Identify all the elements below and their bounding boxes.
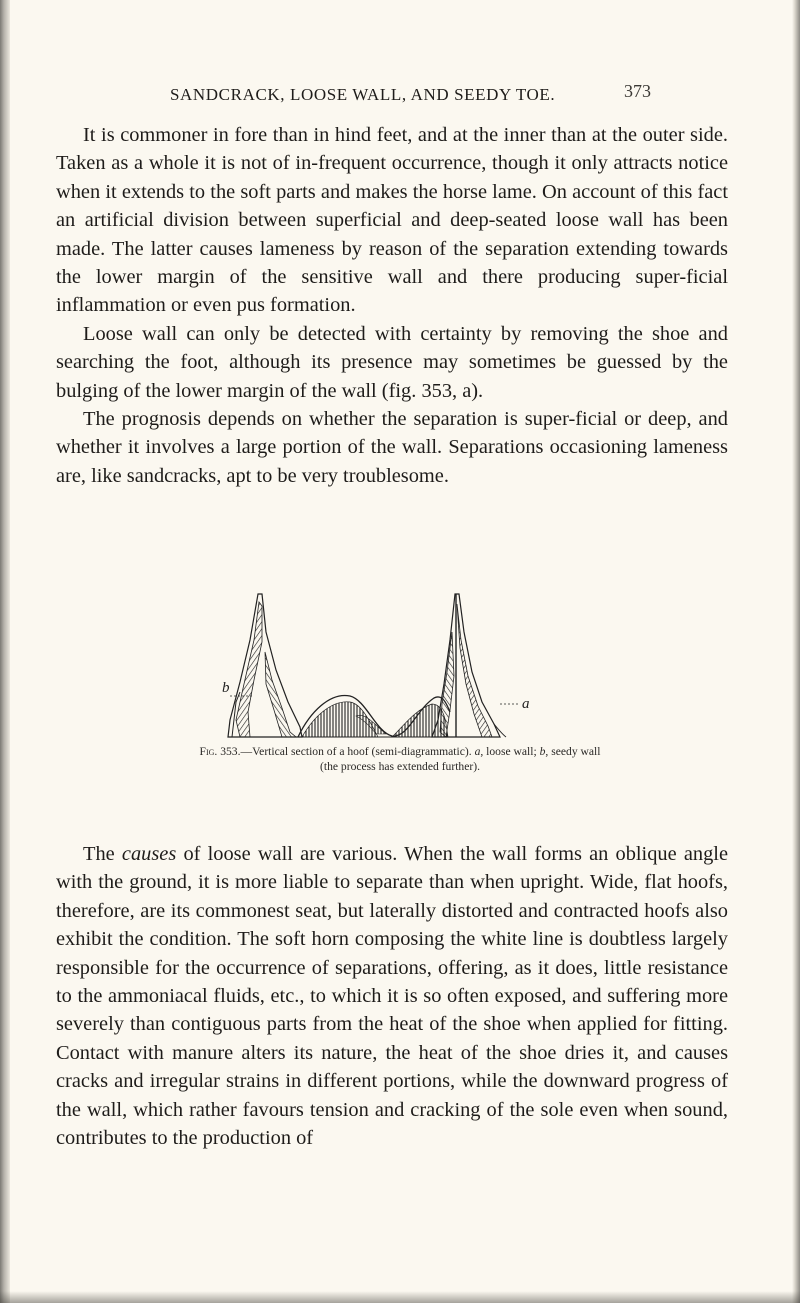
running-head: SANDCRACK, LOOSE WALL, AND SEEDY TOE. [170, 85, 556, 104]
paragraph: Loose wall can only be detected with certainty by removing the shoe and searching the foot, although its presence may sometimes be guessed by the bulging of the lower margin of the wall (fig. 353, a). [56, 322, 728, 402]
page-edge-shadow [0, 0, 10, 1303]
para-lead: The [83, 843, 122, 865]
para-rest: of loose wall are various. When the wall forms an oblique angle with the ground, it is more liable to separate than when upright. Wide, flat hoofs, therefore, are its commonest seat, but laterally distorted and contracted hoofs also exhibit the condition. The soft horn composing the white line is doubtless largely responsible for the occurrence of separations, offering, as it does, little resistance to the ammoniacal fluids, etc., to which it is so often exposed, and suffering more severely than contiguous parts from the heat of the shoe when applied for fitting. Contact with manure alters its nature, the heat of the shoe dries it, and causes cracks and irregular strains in different portions, while the downward progress of the wall, which rather favours tension and cracking of the sole even when sound, contributes to the production of [56, 843, 728, 1150]
caption-fig-label: Fig. 353. [199, 745, 241, 758]
page-edge-shadow-right [792, 0, 800, 1303]
page-number: 373 [624, 81, 651, 101]
caption-text: —Vertical section of a hoof (semi-diagrammatic). [240, 745, 472, 758]
left-wall-section [228, 594, 302, 737]
caption-b-text: , seedy wall [545, 745, 601, 758]
caption-a-key: a [474, 745, 481, 758]
caption-line-1 [160, 744, 640, 759]
caption-line-2: (the process has extended further). [320, 760, 480, 773]
caption-b-key: b [539, 745, 546, 758]
paragraph: The prognosis depends on whether the separation is super-ficial or deep, and whether it involves a large portion of the wall. Separations occasioning lameness are, like sandcracks, apt to be very troublesome. [56, 408, 728, 487]
paragraph [56, 840, 728, 1152]
label-b: b [222, 680, 230, 696]
sole-section [298, 695, 500, 737]
figure-caption [160, 744, 640, 774]
body-text-bottom [56, 840, 728, 1152]
paragraph: It is commoner in fore than in hind feet, and at the inner than at the outer side. Taken as a whole it is not of in-frequent occurrence, though it only attracts notice when it extends to the soft parts and makes the horse lame. On account of this fact an artificial division between superficial and deep-seated loose wall has been made. The latter causes lameness by reason of the separation extending towards the lower margin of the sensitive wall and there producing super-ficial inflammation or even pus formation. [56, 124, 728, 317]
body-text-top [56, 121, 728, 490]
causes-word: causes [121, 843, 177, 865]
caption-a-text: , loose wall; [480, 745, 537, 758]
label-a: a [522, 696, 530, 712]
hoof-section-figure [170, 592, 590, 740]
page-bottom-shadow [0, 1291, 800, 1303]
